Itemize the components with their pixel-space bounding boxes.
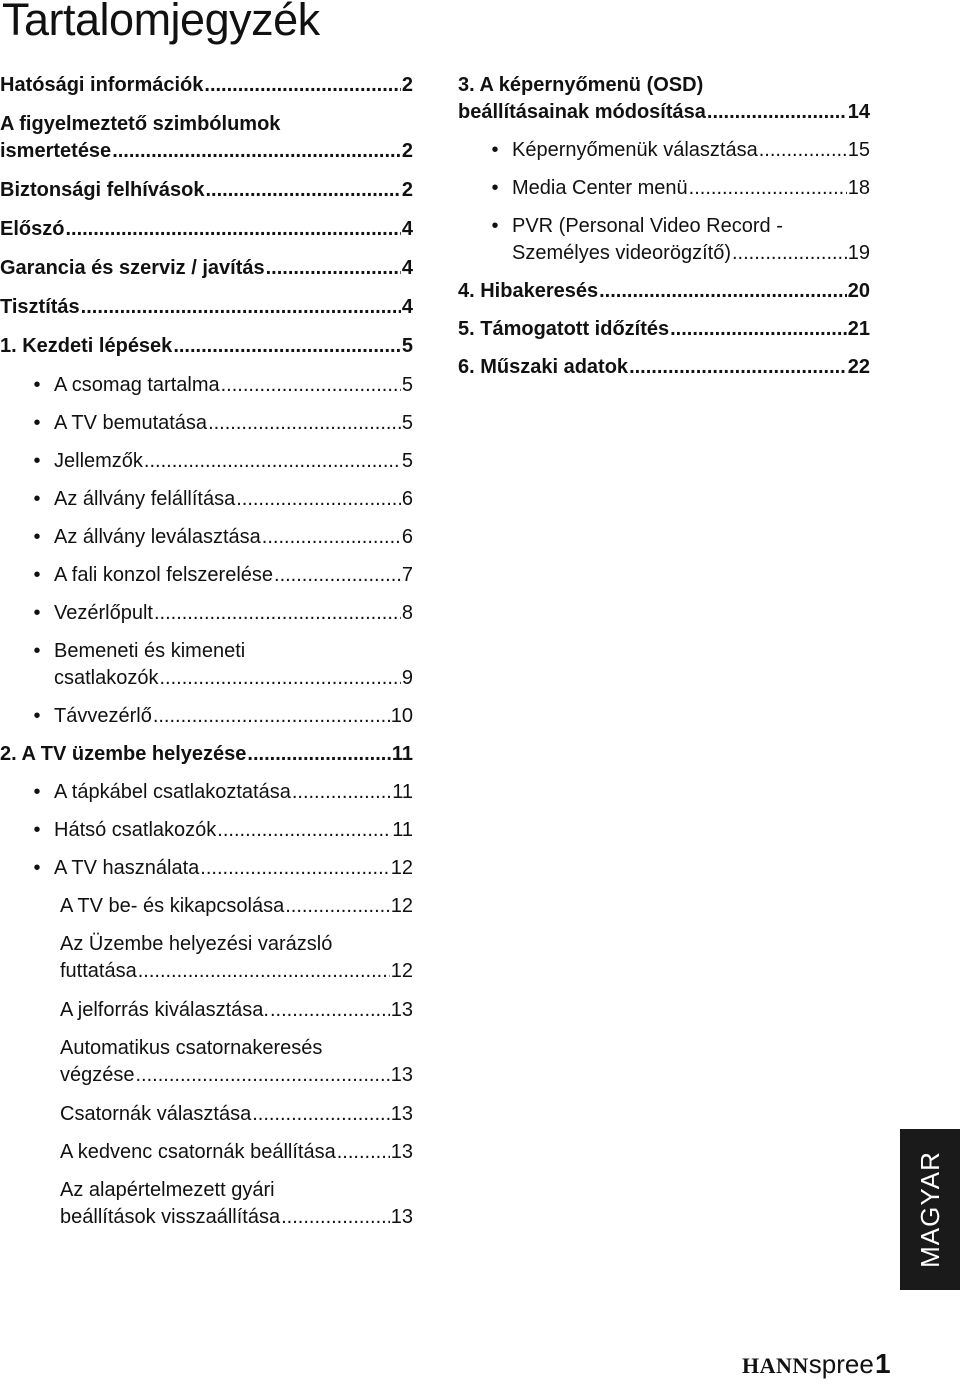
toc-page-number: 8 bbox=[401, 602, 413, 624]
toc-entry[interactable] bbox=[0, 255, 413, 282]
dot-leader bbox=[281, 1204, 390, 1231]
toc-entry-title: PVR (Personal Video Record - bbox=[512, 215, 783, 237]
toc-page-number: 6 bbox=[401, 526, 413, 548]
toc-page-number: 11 bbox=[391, 743, 413, 765]
bullet-icon: • bbox=[33, 602, 41, 624]
toc-entry-title: Hatósági információk bbox=[0, 74, 204, 96]
dot-leader bbox=[206, 177, 401, 204]
toc-entry[interactable] bbox=[0, 486, 413, 513]
language-tab-label: MAGYAR bbox=[914, 1151, 945, 1268]
dot-leader bbox=[153, 703, 390, 730]
bullet-icon: • bbox=[33, 488, 41, 510]
dot-leader bbox=[285, 893, 390, 920]
dot-leader bbox=[629, 354, 847, 381]
toc-page-number: 9 bbox=[401, 667, 413, 689]
toc-entry[interactable] bbox=[0, 1139, 413, 1166]
toc-entry-title: A kedvenc csatornák beállítása bbox=[60, 1141, 336, 1163]
toc-entry-title: Az állvány leválasztása bbox=[54, 526, 261, 548]
toc-entry-title: Garancia és szerviz / javítás bbox=[0, 257, 265, 279]
toc-entry[interactable] bbox=[0, 893, 413, 920]
dot-leader bbox=[689, 175, 847, 202]
toc-entry[interactable] bbox=[0, 372, 413, 399]
dot-leader bbox=[274, 562, 401, 589]
toc-entry[interactable] bbox=[0, 1101, 413, 1128]
toc-page-number: 6 bbox=[401, 488, 413, 510]
toc-entry-title: A TV be- és kikapcsolása bbox=[60, 895, 285, 917]
toc-entry[interactable] bbox=[0, 1035, 413, 1089]
dot-leader bbox=[112, 138, 401, 165]
toc-entry[interactable] bbox=[0, 294, 413, 321]
toc-entry-title: ismertetése bbox=[0, 140, 112, 162]
toc-entry[interactable] bbox=[0, 855, 413, 882]
toc-page-number: 18 bbox=[847, 177, 870, 199]
toc-entry[interactable] bbox=[0, 524, 413, 551]
toc-entry-title: 6. Műszaki adatok bbox=[458, 356, 629, 378]
bullet-icon: • bbox=[33, 450, 41, 472]
toc-page-number: 2 bbox=[401, 74, 413, 96]
toc-entry[interactable] bbox=[0, 703, 413, 730]
dot-leader bbox=[270, 997, 390, 1024]
toc-entry-title: Az állvány felállítása bbox=[54, 488, 236, 510]
toc-page-number: 2 bbox=[401, 179, 413, 201]
dot-leader bbox=[200, 855, 389, 882]
toc-page-number: 4 bbox=[401, 296, 413, 318]
toc-entry[interactable] bbox=[0, 931, 413, 985]
dot-leader bbox=[81, 294, 401, 321]
toc-entry-title: Vezérlőpult bbox=[54, 602, 153, 624]
toc-entry[interactable] bbox=[458, 316, 870, 343]
dot-leader bbox=[236, 486, 401, 513]
toc-entry-title: Csatornák választása bbox=[60, 1103, 252, 1125]
toc-entry-title: Képernyőmenük választása bbox=[512, 139, 758, 161]
toc-entry-title: 5. Támogatott időzítés bbox=[458, 318, 670, 340]
toc-entry-title: Személyes videorögzítő) bbox=[512, 242, 731, 264]
dot-leader bbox=[204, 72, 400, 99]
toc-entry-title: A jelforrás kiválasztása. bbox=[60, 999, 269, 1021]
toc-entry-title: Media Center menü bbox=[512, 177, 688, 199]
bullet-icon: • bbox=[33, 564, 41, 586]
bullet-icon: • bbox=[491, 177, 499, 199]
toc-page-number: 19 bbox=[847, 242, 870, 264]
dot-leader bbox=[252, 1101, 390, 1128]
toc-page-number: 20 bbox=[847, 280, 870, 302]
dot-leader bbox=[217, 817, 391, 844]
toc-entry[interactable] bbox=[0, 779, 413, 806]
toc-entry-title: Az Üzembe helyezési varázsló bbox=[60, 933, 333, 955]
toc-entry-title: A TV használata bbox=[54, 857, 200, 879]
toc-page-number: 5 bbox=[401, 374, 413, 396]
toc-page-number: 14 bbox=[847, 101, 870, 123]
bullet-icon: • bbox=[33, 640, 41, 662]
dot-leader bbox=[759, 137, 847, 164]
dot-leader bbox=[138, 958, 390, 985]
toc-entry-title: 3. A képernyőmenü (OSD) bbox=[458, 74, 704, 96]
toc-entry[interactable] bbox=[0, 216, 413, 243]
toc-entry-title: beállítások visszaállítása bbox=[60, 1206, 281, 1228]
toc-entry-title: A figyelmeztető szimbólumok bbox=[0, 113, 281, 135]
toc-entry[interactable] bbox=[0, 333, 413, 360]
toc-entry[interactable] bbox=[458, 278, 870, 305]
toc-page-number: 7 bbox=[401, 564, 413, 586]
toc-page-number: 2 bbox=[401, 140, 413, 162]
toc-entry-title: Előszó bbox=[0, 218, 65, 240]
toc-left-column bbox=[0, 72, 413, 1231]
toc-page-number: 11 bbox=[392, 781, 413, 803]
toc-entry-title: 2. A TV üzembe helyezése bbox=[0, 743, 247, 765]
toc-entry[interactable] bbox=[0, 741, 413, 768]
toc-entry-title: A fali konzol felszerelése bbox=[54, 564, 274, 586]
toc-page-number: 10 bbox=[390, 705, 413, 727]
dot-leader bbox=[599, 278, 847, 305]
toc-entry-title: végzése bbox=[60, 1064, 135, 1086]
dot-leader bbox=[670, 316, 847, 343]
toc-page-number: 13 bbox=[390, 1103, 413, 1125]
toc-entry[interactable] bbox=[0, 562, 413, 589]
toc-page-number: 15 bbox=[847, 139, 870, 161]
toc-entry-title: Biztonsági felhívások bbox=[0, 179, 205, 201]
bullet-icon: • bbox=[33, 526, 41, 548]
toc-entry[interactable] bbox=[458, 137, 870, 164]
dot-leader bbox=[154, 600, 401, 627]
toc-entry-title: beállításainak módosítása bbox=[458, 101, 706, 123]
toc-page-number: 13 bbox=[390, 1064, 413, 1086]
bullet-icon: • bbox=[33, 781, 41, 803]
toc-entry-title: Távvezérlő bbox=[54, 705, 152, 727]
toc-entry-title: Jellemzők bbox=[54, 450, 143, 472]
toc-page-number: 22 bbox=[847, 356, 870, 378]
toc-page-number: 13 bbox=[390, 1206, 413, 1228]
dot-leader bbox=[173, 333, 401, 360]
toc-entry[interactable] bbox=[458, 213, 870, 267]
dot-leader bbox=[208, 410, 401, 437]
dot-leader bbox=[65, 216, 400, 243]
bullet-icon: • bbox=[33, 857, 41, 879]
toc-entry[interactable] bbox=[0, 410, 413, 437]
language-tab bbox=[900, 1129, 960, 1290]
toc-page-number: 5 bbox=[401, 450, 413, 472]
toc-page-number: 21 bbox=[847, 318, 870, 340]
dot-leader bbox=[144, 448, 401, 475]
toc-entry[interactable] bbox=[458, 175, 870, 202]
toc-entry-title: futtatása bbox=[60, 960, 137, 982]
toc-entry[interactable] bbox=[458, 354, 870, 381]
toc-page-number: 5 bbox=[401, 335, 413, 357]
dot-leader bbox=[707, 99, 847, 126]
toc-page-number: 12 bbox=[390, 857, 413, 879]
dot-leader bbox=[732, 240, 847, 267]
toc-entry-title: 1. Kezdeti lépések bbox=[0, 335, 173, 357]
toc-entry[interactable] bbox=[0, 72, 413, 99]
toc-page-number: 4 bbox=[401, 218, 413, 240]
toc-page-number: 4 bbox=[401, 257, 413, 279]
bullet-icon: • bbox=[33, 819, 41, 841]
toc-entry-title: A TV bemutatása bbox=[54, 412, 208, 434]
toc-entry[interactable] bbox=[0, 177, 413, 204]
toc-page-number: 13 bbox=[390, 1141, 413, 1163]
dot-leader bbox=[221, 372, 401, 399]
bullet-icon: • bbox=[33, 374, 41, 396]
toc-page-number: 11 bbox=[392, 819, 413, 841]
brand-logo: HANNspree bbox=[742, 1349, 874, 1379]
toc-entry[interactable] bbox=[0, 111, 413, 165]
toc-entry-title: csatlakozók bbox=[54, 667, 159, 689]
toc-entry[interactable] bbox=[0, 638, 413, 692]
dot-leader bbox=[266, 255, 401, 282]
toc-entry[interactable] bbox=[0, 997, 413, 1024]
dot-leader bbox=[136, 1062, 390, 1089]
toc-page-number: 5 bbox=[401, 412, 413, 434]
toc-entry-title: Tisztítás bbox=[0, 296, 80, 318]
dot-leader bbox=[292, 779, 391, 806]
bullet-icon: • bbox=[33, 412, 41, 434]
toc-entry[interactable] bbox=[0, 1177, 413, 1231]
toc-entry-title: Bemeneti és kimeneti bbox=[54, 640, 246, 662]
bullet-icon: • bbox=[491, 215, 499, 237]
toc-entry-title: Hátsó csatlakozók bbox=[54, 819, 217, 841]
toc-entry[interactable] bbox=[0, 817, 413, 844]
toc-page-number: 12 bbox=[390, 960, 413, 982]
toc-entry-title: A csomag tartalma bbox=[54, 374, 220, 396]
toc-page-number: 13 bbox=[390, 999, 413, 1021]
dot-leader bbox=[247, 741, 390, 768]
dot-leader bbox=[337, 1139, 390, 1166]
toc-entry[interactable] bbox=[0, 600, 413, 627]
toc-page-number: 12 bbox=[390, 895, 413, 917]
toc-entry-title: Automatikus csatornakeresés bbox=[60, 1037, 323, 1059]
toc-entry-title: 4. Hibakeresés bbox=[458, 280, 599, 302]
page-number: 1 bbox=[875, 1348, 891, 1379]
page-title: Tartalomjegyzék bbox=[2, 0, 320, 45]
toc-entry[interactable] bbox=[0, 448, 413, 475]
toc-entry[interactable] bbox=[458, 72, 870, 126]
dot-leader bbox=[262, 524, 401, 551]
bullet-icon: • bbox=[33, 705, 41, 727]
toc-entry-title: Az alapértelmezett gyári bbox=[60, 1179, 275, 1201]
toc-entry-title: A tápkábel csatlakoztatása bbox=[54, 781, 291, 803]
bullet-icon: • bbox=[491, 139, 499, 161]
toc-right-column bbox=[458, 72, 870, 381]
dot-leader bbox=[160, 665, 401, 692]
